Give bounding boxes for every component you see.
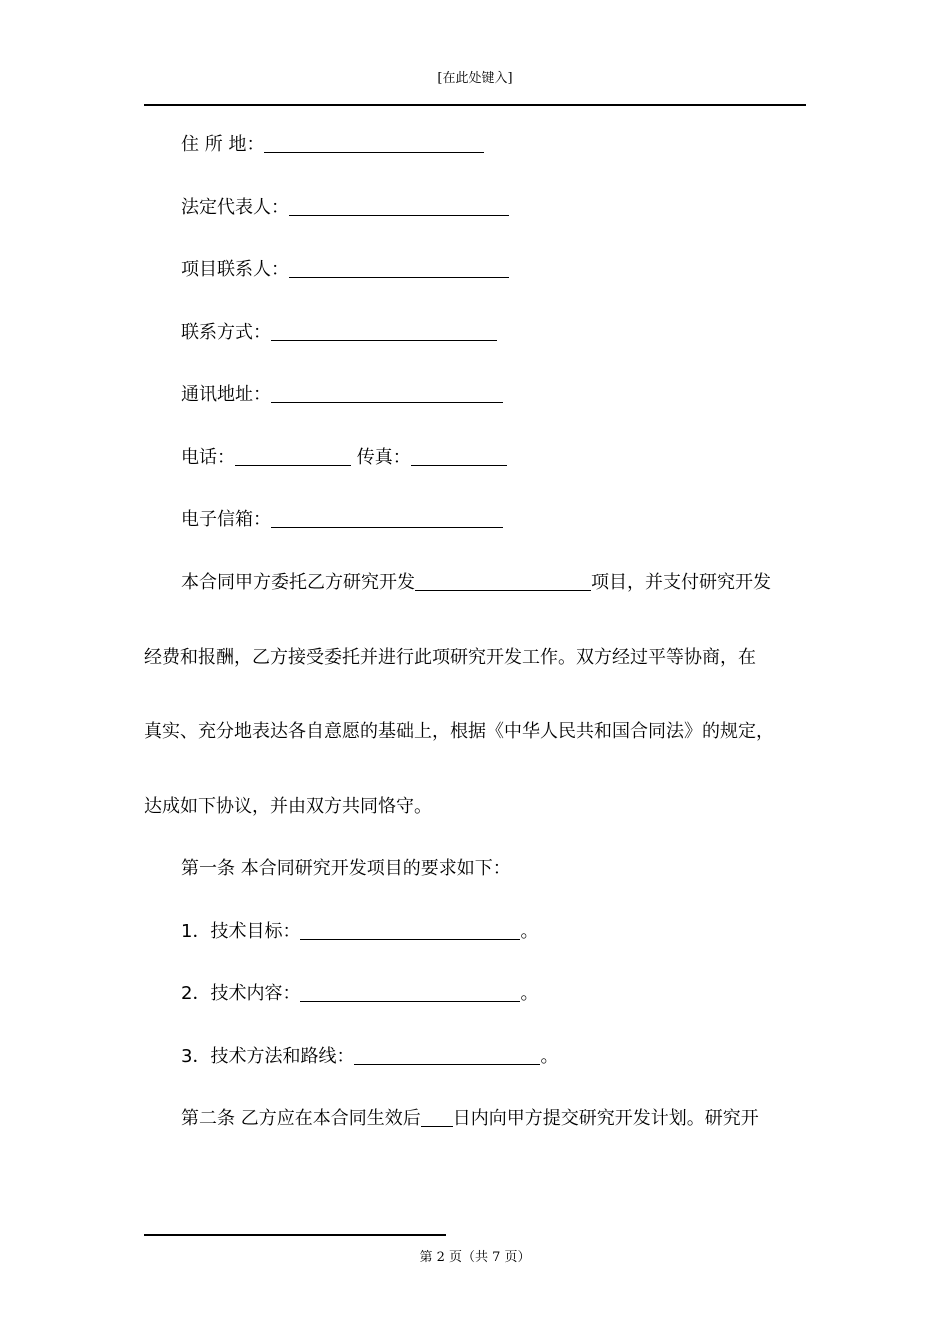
project-contact-label: 项目联系人：	[181, 259, 289, 280]
tech-goal-blank[interactable]	[300, 921, 520, 940]
tech-goal-line	[181, 919, 538, 945]
footer-divider	[144, 1234, 446, 1236]
phone-fax-line	[181, 445, 507, 471]
intro-line-2: 经费和报酬，乙方接受委托并进行此项研究开发工作。双方经过平等协商，在	[144, 647, 756, 668]
email-label: 电子信箱：	[181, 509, 271, 530]
phone-label: 电话：	[181, 447, 235, 468]
tech-method-label: 3．技术方法和路线：	[181, 1046, 355, 1067]
phone-blank[interactable]	[235, 447, 351, 466]
tech-goal-period: 。	[520, 921, 539, 942]
tech-method-blank[interactable]	[354, 1046, 540, 1065]
tech-content-label: 2．技术内容：	[181, 983, 301, 1004]
intro-line-4: 达成如下协议，并由双方共同恪守。	[144, 796, 432, 817]
residence-line	[181, 132, 484, 158]
tech-goal-label: 1．技术目标：	[181, 921, 301, 942]
residence-label: 住 所 地：	[181, 134, 265, 155]
article-2-end: 日内向甲方提交研究开发计划。研究开	[452, 1108, 759, 1129]
intro-line-1	[181, 570, 806, 596]
address-label: 通讯地址：	[181, 384, 271, 405]
tech-content-line	[181, 981, 538, 1007]
project-contact-line	[181, 257, 509, 283]
days-blank[interactable]	[421, 1108, 453, 1127]
article-2-line	[181, 1106, 759, 1132]
project-contact-blank[interactable]	[289, 259, 509, 278]
email-line	[181, 507, 503, 533]
tech-method-period: 。	[540, 1046, 559, 1067]
article-1-title: 第一条 本合同研究开发项目的要求如下：	[181, 858, 511, 879]
intro-line-1-start: 本合同甲方委托乙方研究开发	[181, 572, 415, 593]
page-footer: 第 2 页（共 7 页）	[419, 1250, 531, 1265]
tech-content-period: 。	[520, 983, 539, 1004]
fax-blank[interactable]	[411, 447, 507, 466]
project-name-blank[interactable]	[415, 572, 591, 591]
address-blank[interactable]	[271, 384, 503, 403]
tech-method-line	[181, 1044, 558, 1070]
legal-rep-blank[interactable]	[289, 197, 509, 216]
page-header: [在此处键入]	[437, 71, 513, 86]
header-divider	[144, 104, 806, 106]
contact-method-line	[181, 320, 497, 346]
tech-content-blank[interactable]	[300, 983, 520, 1002]
contact-method-label: 联系方式：	[181, 322, 271, 343]
article-2-start: 第二条 乙方应在本合同生效后	[181, 1108, 421, 1129]
fax-label: 传真：	[356, 447, 411, 468]
address-line	[181, 382, 503, 408]
legal-rep-line	[181, 195, 509, 221]
contact-method-blank[interactable]	[271, 322, 497, 341]
legal-rep-label: 法定代表人：	[181, 197, 289, 218]
email-blank[interactable]	[271, 509, 503, 528]
residence-blank[interactable]	[264, 134, 484, 153]
intro-line-1-end: 项目，并支付研究开发	[591, 572, 771, 593]
intro-line-3: 真实、充分地表达各自意愿的基础上，根据《中华人民共和国合同法》的规定，	[144, 721, 774, 742]
